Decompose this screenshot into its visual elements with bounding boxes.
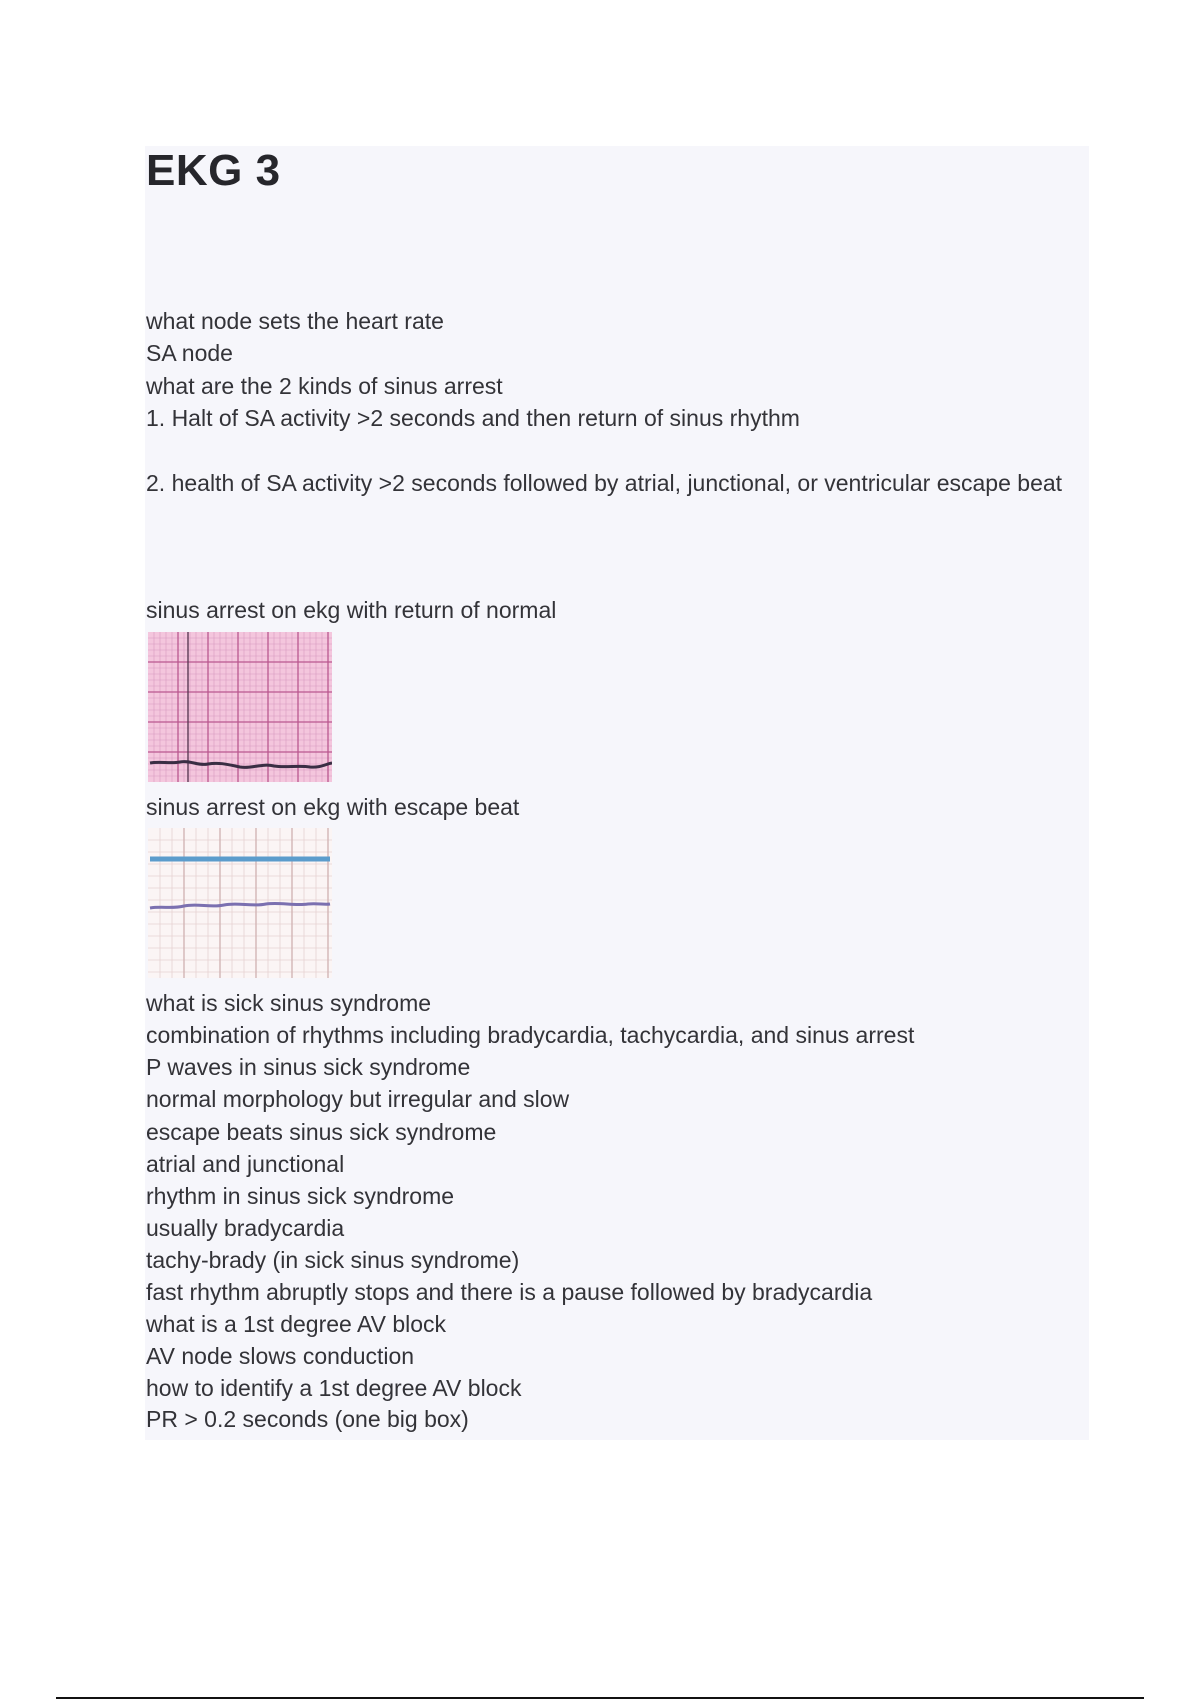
question-text: rhythm in sinus sick syndrome [146,1183,455,1209]
ekg-strip-sinus-arrest-normal [148,632,332,782]
answer-text: atrial and junctional [146,1151,345,1177]
answer-text: usually bradycardia [146,1215,345,1241]
question-text: what is a 1st degree AV block [146,1311,447,1337]
question-text: how to identify a 1st degree AV block [146,1375,522,1401]
question-text: what are the 2 kinds of sinus arrest [146,373,503,399]
answer-text: AV node slows conduction [146,1343,415,1369]
question-text: sinus arrest on ekg with return of normal [146,597,557,623]
answer-text: 1. Halt of SA activity >2 seconds and then return of sinus rhythm [146,405,800,431]
answer-text: PR > 0.2 seconds (one big box) [146,1406,469,1432]
question-text: P waves in sinus sick syndrome [146,1054,471,1080]
answer-text: combination of rhythms including bradycardia, tachycardia, and sinus arrest [146,1022,915,1048]
footer-divider [56,1697,1144,1699]
question-text: escape beats sinus sick syndrome [146,1119,497,1145]
page-title: EKG 3 [146,146,281,195]
answer-text: fast rhythm abruptly stops and there is a pause followed by bradycardia [146,1279,873,1305]
question-text: what is sick sinus syndrome [146,990,432,1016]
answer-text: 2. health of SA activity >2 seconds followed by atrial, junctional, or ventricular escape beat [146,470,1063,496]
answer-text: SA node [146,340,233,366]
question-text: sinus arrest on ekg with escape beat [146,794,520,820]
answer-text: normal morphology but irregular and slow [146,1086,570,1112]
question-text: tachy-brady (in sick sinus syndrome) [146,1247,520,1273]
question-text: what node sets the heart rate [146,308,444,334]
ekg-strip-sinus-arrest-escape [148,828,332,978]
